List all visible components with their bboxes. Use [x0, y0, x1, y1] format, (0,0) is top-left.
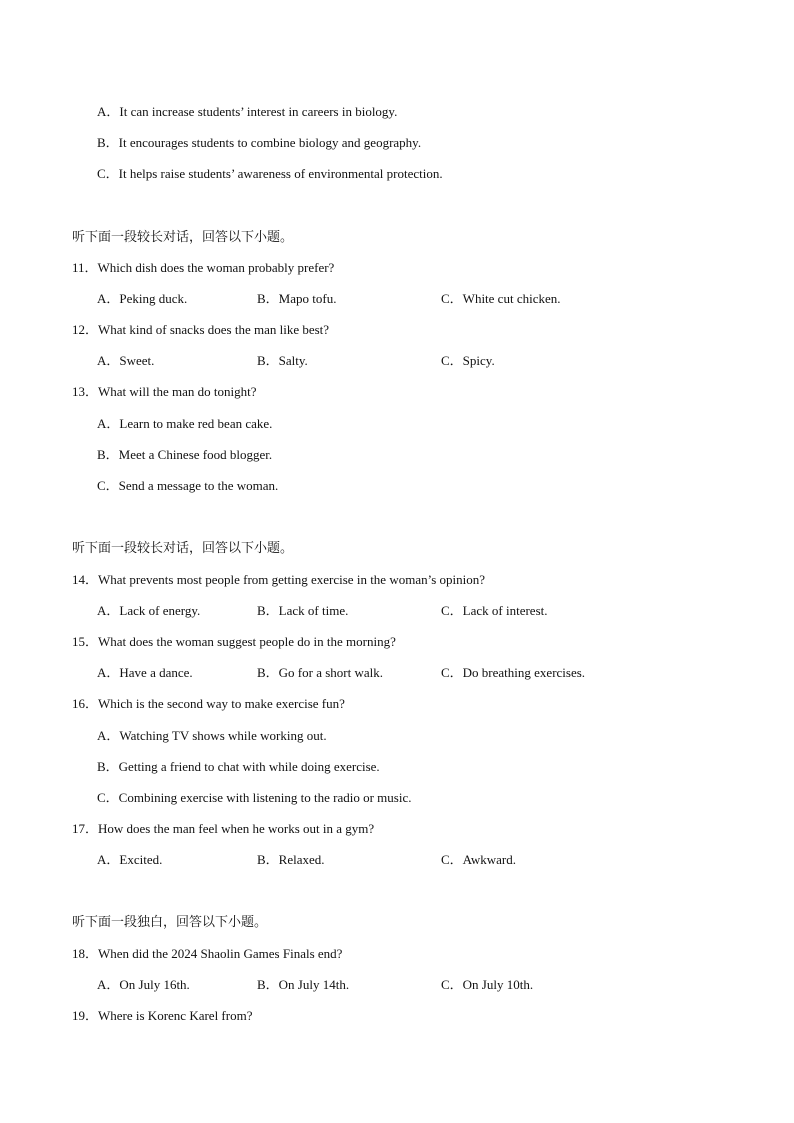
question-12: 12．What kind of snacks does the man like best?	[72, 322, 330, 337]
q11-option-c: C．White cut chicken.	[441, 291, 561, 306]
section-instruction: 听下面一段较长对话，回答以下小题。	[72, 541, 294, 556]
q12-option-b: B．Salty.	[257, 353, 308, 368]
q15-option-c: C．Do breathing exercises.	[441, 665, 586, 680]
q11-option-b: B．Mapo tofu.	[257, 291, 337, 306]
question-13: 13．What will the man do tonight?	[72, 384, 257, 399]
q13-option-c: C．Send a message to the woman.	[97, 478, 279, 493]
option-b: B．It encourages students to combine biology and geography.	[97, 135, 422, 150]
q17-option-c: C．Awkward.	[441, 852, 516, 867]
section-instruction: 听下面一段较长对话，回答以下小题。	[72, 230, 294, 245]
q15-option-a: A．Have a dance.	[97, 665, 193, 680]
question-18: 18．When did the 2024 Shaolin Games Finals end?	[72, 946, 343, 961]
q14-option-c: C．Lack of interest.	[441, 603, 548, 618]
section-instruction: 听下面一段独白，回答以下小题。	[72, 915, 268, 930]
q17-option-a: A．Excited.	[97, 852, 163, 867]
q11-option-a: A．Peking duck.	[97, 291, 188, 306]
option-a: A．It can increase students’ interest in careers in biology.	[97, 104, 398, 119]
question-14: 14．What prevents most people from getting exercise in the woman’s opinion?	[72, 572, 486, 587]
q13-option-b: B．Meet a Chinese food blogger.	[97, 447, 273, 462]
option-c: C．It helps raise students’ awareness of environmental protection.	[97, 166, 443, 181]
q14-option-b: B．Lack of time.	[257, 603, 349, 618]
q16-option-b: B．Getting a friend to chat with while doing exercise.	[97, 759, 380, 774]
q12-option-c: C．Spicy.	[441, 353, 495, 368]
question-17: 17．How does the man feel when he works out in a gym?	[72, 821, 375, 836]
q14-option-a: A．Lack of energy.	[97, 603, 201, 618]
question-11: 11．Which dish does the woman probably prefer?	[72, 260, 335, 275]
q13-option-a: A．Learn to make red bean cake.	[97, 416, 273, 431]
q12-option-a: A．Sweet.	[97, 353, 155, 368]
q15-option-b: B．Go for a short walk.	[257, 665, 384, 680]
question-16: 16．Which is the second way to make exercise fun?	[72, 696, 345, 711]
q18-option-c: C．On July 10th.	[441, 977, 534, 992]
question-15: 15．What does the woman suggest people do in the morning?	[72, 634, 396, 649]
q18-option-b: B．On July 14th.	[257, 977, 350, 992]
q16-option-a: A．Watching TV shows while working out.	[97, 728, 327, 743]
question-19: 19．Where is Korenc Karel from?	[72, 1008, 253, 1023]
q18-option-a: A．On July 16th.	[97, 977, 190, 992]
q16-option-c: C．Combining exercise with listening to the radio or music.	[97, 790, 412, 805]
q17-option-b: B．Relaxed.	[257, 852, 325, 867]
